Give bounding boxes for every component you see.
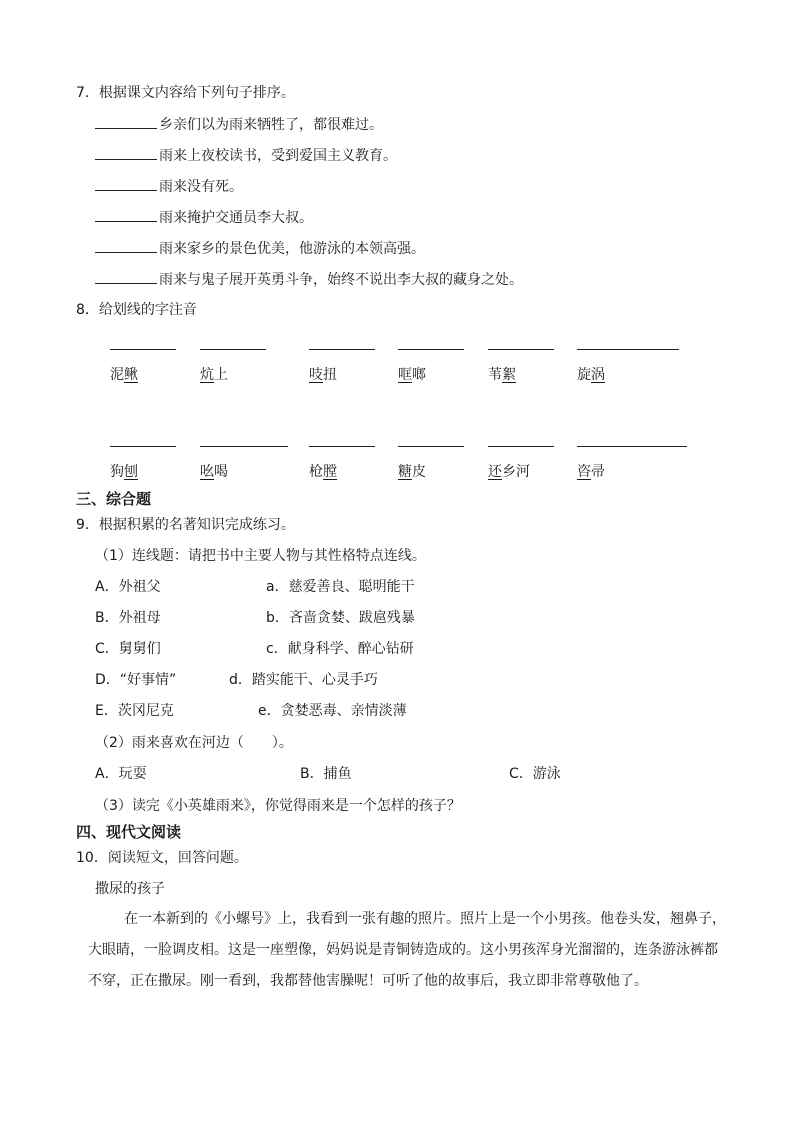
q8-title: 8．给划线的字注音 bbox=[76, 302, 197, 318]
pinyin-blank[interactable] bbox=[488, 349, 554, 350]
q8-word: 还乡河 bbox=[488, 464, 530, 480]
passage-title: 撒尿的孩子 bbox=[95, 881, 165, 897]
q7-item-2: 雨来上夜校读书，受到爱国主义教育。 bbox=[95, 145, 397, 166]
q8-word: 旋涡 bbox=[577, 367, 605, 383]
answer-blank[interactable] bbox=[95, 207, 157, 222]
answer-blank[interactable] bbox=[95, 238, 157, 253]
q7-title: 7．根据课文内容给下列句子排序。 bbox=[76, 85, 295, 101]
trait-item[interactable]: d．踏实能干、心灵手巧 bbox=[229, 672, 378, 688]
answer-blank[interactable] bbox=[95, 114, 157, 129]
option-b[interactable]: B．捕鱼 bbox=[300, 766, 352, 782]
q9-sub3: （3）读完《小英雄雨来》，你觉得雨来是一个怎样的孩子？ bbox=[95, 798, 461, 814]
passage-paragraph: 在一本新到的《小螺号》上，我看到一张有趣的照片。照片上是一个小男孩。他卷头发，翘鼻子，大眼睛，一脸调皮相。这是一座塑像，妈妈说是青铜铸造成的。这小男孩浑身光溜溜的，连条游泳裤都不穿，正在撒尿。刚一看到，我都替他害臊呢！可听了他的故事后，我立即非常尊敬他了。 bbox=[88, 911, 726, 989]
q8-word: 哐啷 bbox=[398, 367, 426, 383]
character-item[interactable]: E．茨冈尼克 bbox=[95, 703, 174, 719]
character-item[interactable]: B．外祖母 bbox=[95, 610, 161, 626]
trait-item[interactable]: e．贪婪恶毒、亲情淡薄 bbox=[258, 703, 407, 719]
q9-sub1: （1）连线题：请把书中主要人物与其性格特点连线。 bbox=[95, 548, 426, 564]
q7-item-5: 雨来家乡的景色优美，他游泳的本领高强。 bbox=[95, 238, 425, 259]
pinyin-blank[interactable] bbox=[577, 446, 687, 447]
answer-blank[interactable] bbox=[95, 145, 157, 160]
q9-title: 9．根据积累的名著知识完成练习。 bbox=[76, 517, 295, 533]
q7-item-1: 乡亲们以为雨来牺牲了，都很难过。 bbox=[95, 114, 383, 135]
q8-word: 炕上 bbox=[200, 367, 228, 383]
pinyin-blank[interactable] bbox=[577, 349, 679, 350]
q8-word: 吆喝 bbox=[200, 464, 228, 480]
pinyin-blank[interactable] bbox=[110, 349, 176, 350]
q7-item-6: 雨来与鬼子展开英勇斗争，始终不说出李大叔的藏身之处。 bbox=[95, 269, 523, 290]
pinyin-blank[interactable] bbox=[309, 349, 375, 350]
character-item[interactable]: D．“好事情” bbox=[95, 672, 177, 688]
answer-blank[interactable] bbox=[95, 269, 157, 284]
trait-item[interactable]: a．慈爱善良、聪明能干 bbox=[266, 579, 415, 595]
q10-title: 10．阅读短文，回答问题。 bbox=[76, 850, 248, 866]
option-c[interactable]: C．游泳 bbox=[509, 766, 561, 782]
pinyin-blank[interactable] bbox=[110, 446, 176, 447]
q8-word: 狗刨 bbox=[110, 464, 138, 480]
pinyin-blank[interactable] bbox=[309, 446, 375, 447]
character-item[interactable]: A．外祖父 bbox=[95, 579, 161, 595]
trait-item[interactable]: b．吝啬贪婪、跋扈残暴 bbox=[266, 610, 415, 626]
section-heading: 三、综合题 bbox=[76, 490, 152, 508]
answer-blank[interactable] bbox=[95, 176, 157, 191]
section-heading: 四、现代文阅读 bbox=[76, 823, 182, 841]
option-a[interactable]: A．玩耍 bbox=[95, 766, 147, 782]
pinyin-blank[interactable] bbox=[200, 446, 288, 447]
q8-word: 咨帚 bbox=[577, 464, 605, 480]
pinyin-blank[interactable] bbox=[488, 446, 554, 447]
q8-word: 吱扭 bbox=[309, 367, 337, 383]
q9-sub2: （2）雨来喜欢在河边（ ）。 bbox=[95, 735, 293, 751]
q7-item-4: 雨来掩护交通员李大叔。 bbox=[95, 207, 313, 228]
pinyin-blank[interactable] bbox=[200, 349, 266, 350]
q8-word: 枪膛 bbox=[309, 464, 337, 480]
q7-item-3: 雨来没有死。 bbox=[95, 176, 243, 197]
pinyin-blank[interactable] bbox=[398, 349, 464, 350]
pinyin-blank[interactable] bbox=[398, 446, 464, 447]
q8-word: 泥鳅 bbox=[110, 367, 138, 383]
character-item[interactable]: C．舅舅们 bbox=[95, 641, 161, 657]
q8-word: 苇絮 bbox=[488, 367, 516, 383]
trait-item[interactable]: c．献身科学、醉心钻研 bbox=[266, 641, 414, 657]
q8-word: 糖皮 bbox=[398, 464, 426, 480]
